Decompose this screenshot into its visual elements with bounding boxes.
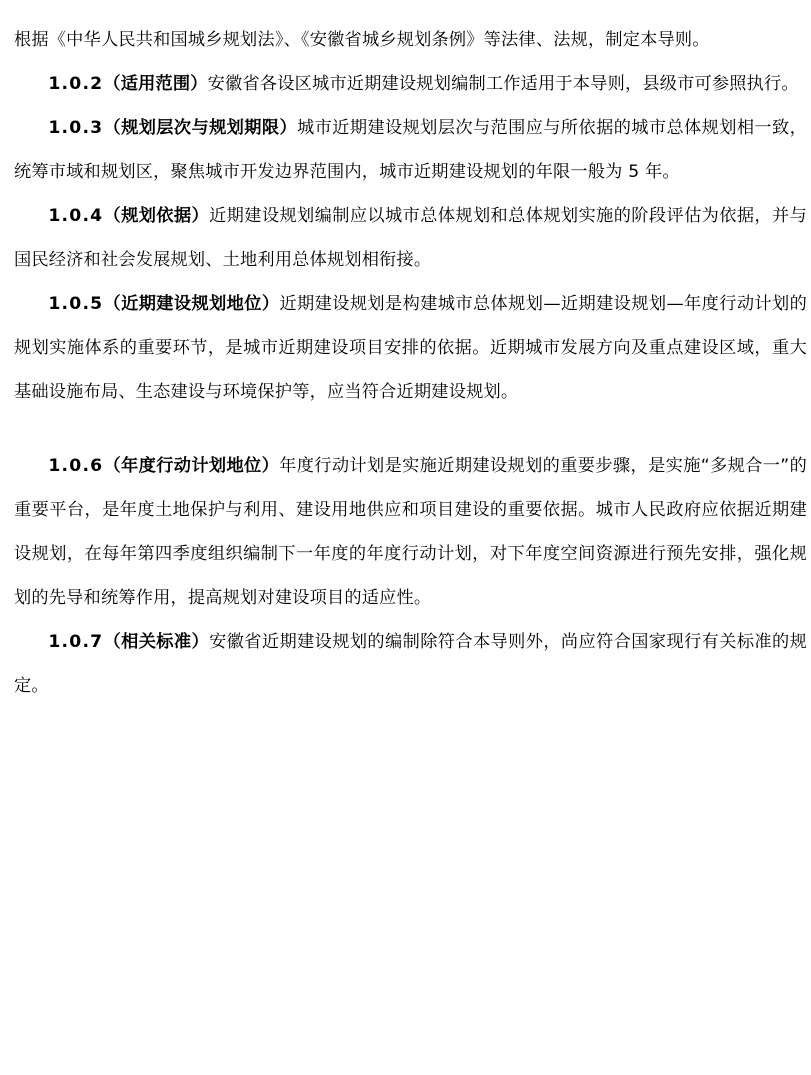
- paragraph-1-0-3: [14, 106, 807, 194]
- paragraph-text: 安徽省各设区城市近期建设规划编制工作适用于本导则，县级市可参照执行。: [207, 74, 799, 94]
- clause-title: （相关标准）: [103, 632, 210, 652]
- paragraph-1-0-5: [14, 282, 807, 414]
- clause-number: 1.0.5: [48, 294, 104, 314]
- clause-title: （近期建设规划地位）: [103, 294, 280, 314]
- clause-number: 1.0.3: [48, 118, 104, 138]
- paragraph-1-0-2: [14, 62, 807, 106]
- clause-number: 1.0.2: [48, 74, 104, 94]
- paragraph-text: 根据《中华人民共和国城乡规划法》、《安徽省城乡规划条例》等法律、法规，制定本导则。: [14, 30, 710, 50]
- paragraph-text: 近期建设规划编制应以城市总体规划和总体规划实施的阶段评估为依据，并与国民经济和社会发展规划、土地利用总体规划相衔接。: [14, 206, 808, 270]
- clause-title: （规划层次与规划期限）: [103, 118, 298, 138]
- paragraph-text: 近期建设规划是构建城市总体规划—近期建设规划—年度行动计划的规划实施体系的重要环节，是城市近期建设项目安排的依据。近期城市发展方向及重点建设区域，重大基础设施布局、生态建设与环境保护等，应当符合近期建设规划。: [14, 294, 807, 402]
- document-body: [0, 18, 811, 708]
- clause-number: 1.0.4: [48, 206, 104, 226]
- clause-title: （规划依据）: [103, 206, 210, 226]
- paragraph-opening: [14, 18, 807, 62]
- paragraph-1-0-7: [14, 620, 807, 708]
- paragraph-text: 年度行动计划是实施近期建设规划的重要步骤，是实施“多规合一”的重要平台，是年度土地保护与利用、建设用地供应和项目建设的重要依据。城市人民政府应依据近期建设规划，在每年第四季度组织编制下一年度的年度行动计划，对下年度空间资源进行预先安排，强化规划的先导和统筹作用，提高规划对建设项目的适应性。: [14, 456, 807, 608]
- paragraph-text: 城市近期建设规划层次与范围应与所依据的城市总体规划相一致，统筹市域和规划区，聚焦城市开发边界范围内，城市近期建设规划的年限一般为 5 年。: [14, 118, 807, 182]
- paragraph-1-0-4: [14, 194, 807, 282]
- clause-number: 1.0.6: [48, 456, 104, 476]
- clause-number: 1.0.7: [48, 632, 104, 652]
- paragraph-1-0-6: [14, 444, 807, 620]
- clause-title: （适用范围）: [103, 74, 208, 94]
- clause-title: （年度行动计划地位）: [103, 456, 280, 476]
- paragraph-text: 安徽省近期建设规划的编制除符合本导则外，尚应符合国家现行有关标准的规定。: [14, 632, 808, 696]
